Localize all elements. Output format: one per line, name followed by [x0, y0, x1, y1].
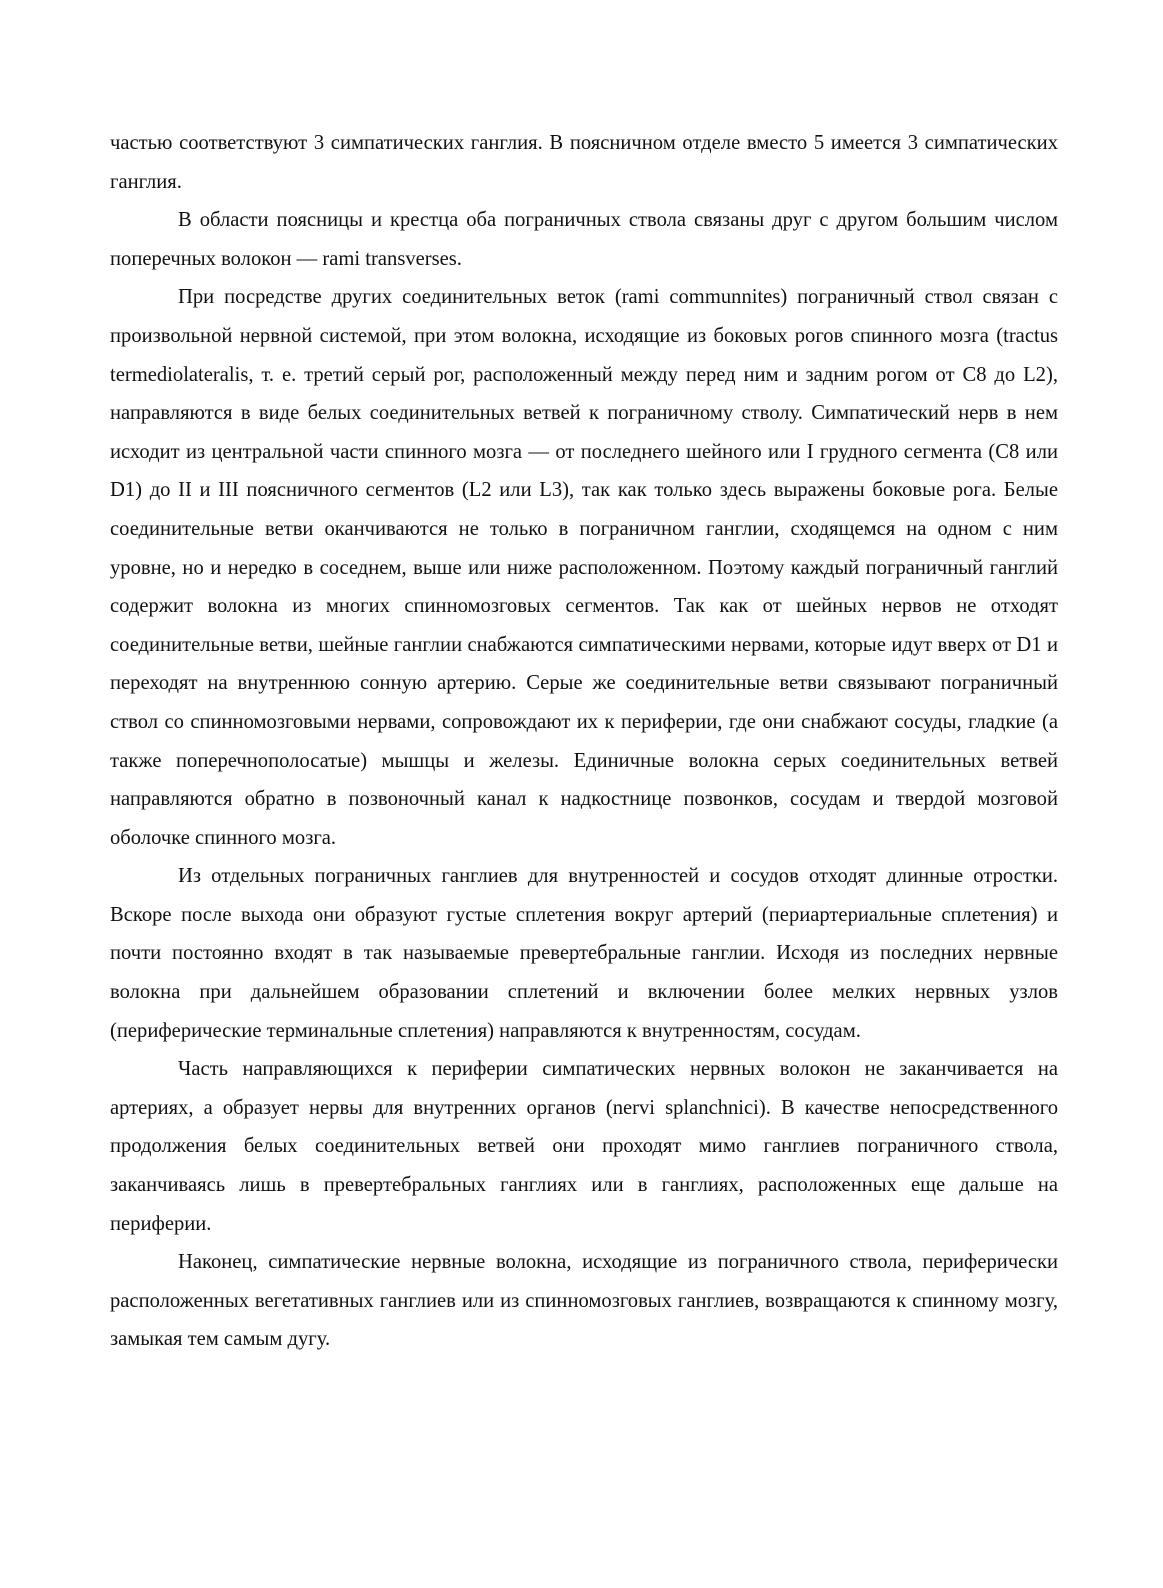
paragraph-6: Наконец, симпатические нервные волокна, исходящие из пограничного ствола, периферически расположенных вегетативных ганглиев или из спинномозговых ганглиев, возвращаются к спинному мозгу, замыкая тем самым дугу. — [110, 1251, 1058, 1351]
document-page — [110, 124, 1058, 1359]
paragraph-1: частью соответствуют 3 симпатических ганглия. В поясничном отделе вместо 5 имеется 3 симпатических ганглия. — [110, 132, 1058, 193]
paragraph-2: В области поясницы и крестца оба пограничных ствола связаны друг с другом большим числом поперечных волокон — rami transverses. — [110, 209, 1058, 270]
paragraph-5: Часть направляющихся к периферии симпатических нервных волокон не заканчивается на артериях, а образует нервы для внутренних органов (nervi splanchnici). В качестве непосредственного продолжения белых соединительных ветвей они проходят мимо ганглиев пограничного ствола, заканчиваясь лишь в превертебральных ганглиях или в ганглиях, расположенных еще дальше на периферии. — [110, 1058, 1058, 1235]
paragraph-3: При посредстве других соединительных веток (rami communnites) пограничный ствол связан с произвольной нервной системой, при этом волокна, исходящие из боковых рогов спинного мозга (tractus termediolateralis, т. е. третий серый рог, расположенный между перед ним и задним рогом от С8 до L2), направляются в виде белых соединительных ветвей к пограничному стволу. Симпатический нерв в нем исходит из центральной части спинного мозга — от последнего шейного или I грудного сегмента (С8 или D1) до II и III поясничного сегментов (L2 или L3), так как только здесь выражены боковые рога. Белые соединительные ветви оканчиваются не только в пограничном ганглии, сходящемся на одном с ним уровне, но и нередко в соседнем, выше или ниже расположенном. Поэтому каждый пограничный ганглий содержит волокна из многих спинномозговых сегментов. Так как от шейных нервов не отходят соединительные ветви, шейные ганглии снабжаются симпатическими нервами, которые идут вверх от D1 и переходят на внутреннюю сонную артерию. Серые же соединительные ветви связывают пограничный ствол со спинномозговыми нервами, сопровождают их к периферии, где они снабжают сосуды, гладкие (а также поперечнополосатые) мышцы и железы. Единичные волокна серых соединительных ветвей направляются обратно в позвоночный канал к надкостнице позвонков, сосудам и твердой мозговой оболочке спинного мозга. — [110, 286, 1058, 849]
paragraph-4: Из отдельных пограничных ганглиев для внутренностей и сосудов отходят длинные отростки. Вскоре после выхода они образуют густые сплетения вокруг артерий (периартериальные сплетения) и почти постоянно входят в так называемые превертебральные ганглии. Исходя из последних нервные волокна при дальнейшем образовании сплетений и включении более мелких нервных узлов (периферические терминальные сплетения) направляются к внутренностям, сосудам. — [110, 865, 1058, 1042]
